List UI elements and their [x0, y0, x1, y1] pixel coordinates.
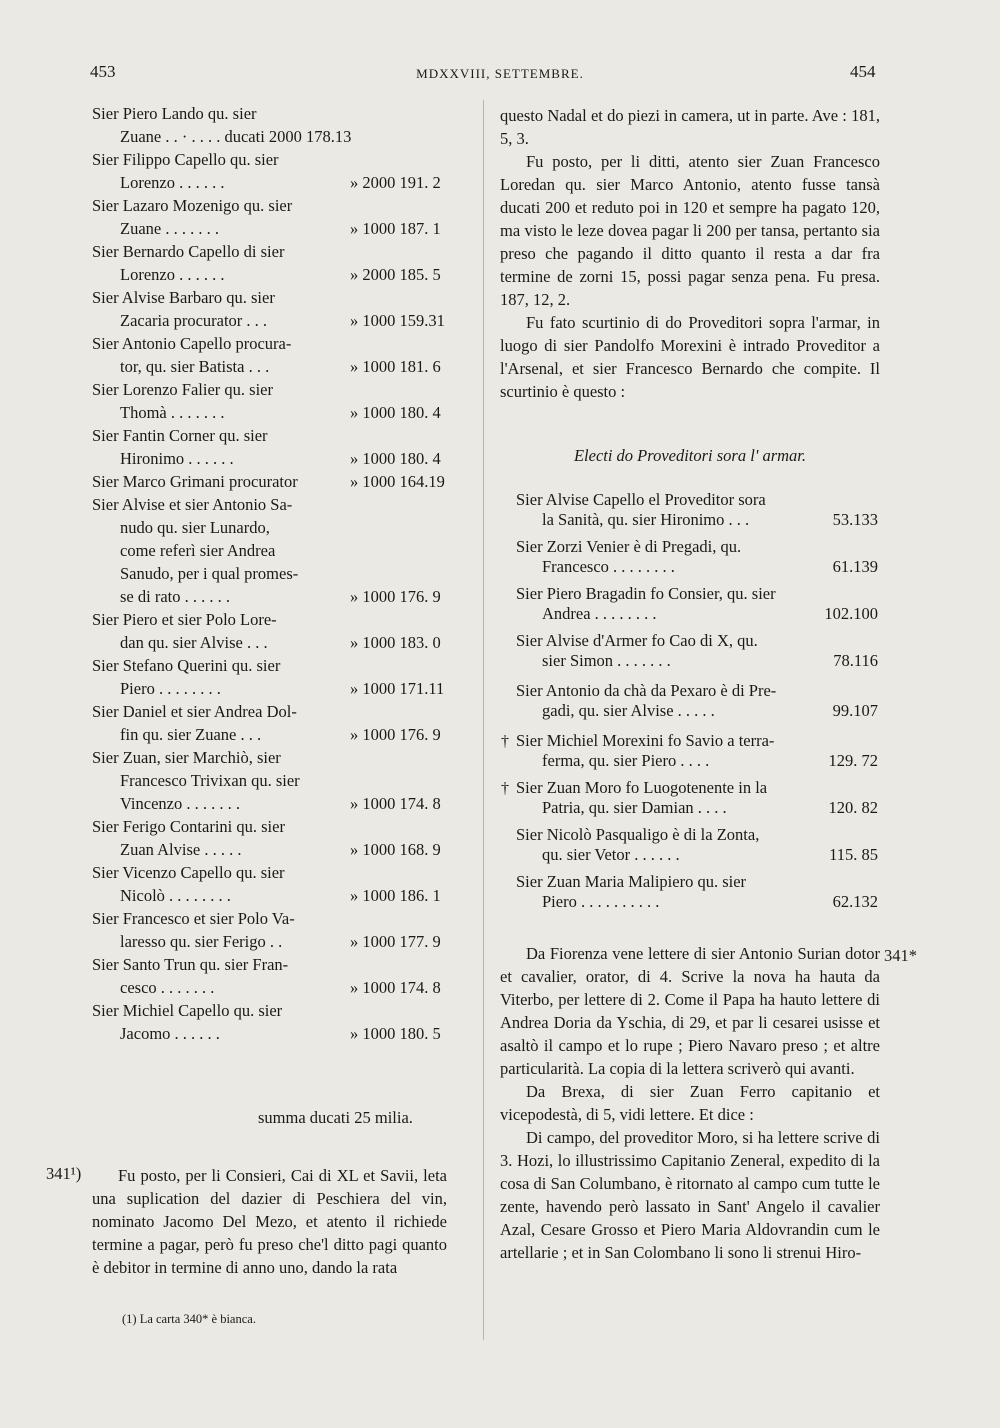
- list-item: Sier Daniel et sier Andrea Dol- fin qu. sier Zuane . . . » 1000 176. 9: [92, 702, 441, 744]
- paragraph-fiorenza: Da Fiorenza vene lettere di sier Antonio Surian dotor et cavalier, orator, di 4. Scrive la nova ha hauta da Viterbo, per lettere di 2. Come il Papa ha hauto lettere di Andrea Doria da Yschia, di 29, et par li cesarei usisse et asaltò il campo et lo rupe ; Piero Navaro preso ; et altre particularità. La copia di la lettera scriverò qui avanti.: [500, 944, 880, 1078]
- dagger-mark: †: [501, 733, 509, 750]
- summa-total: summa ducati 25 milia.: [258, 1108, 413, 1127]
- page-number-right: 454: [850, 62, 876, 81]
- paragraph-campo: Di campo, del proveditor Moro, si ha lettere scrive di 3. Hozi, lo illustrissimo Capitanio Zeneral, expedito di la cosa di San Columbano, è ritornato al campo cum tutte le zente, havendo però lassato in Sant' Angelo il cavalier Azal, Cesare Grosso et Piero Maria Aldovrandin cum le artellarie ; et in San Colombano li sono li strenui Hiro-: [500, 1128, 880, 1262]
- paragraph-scurtinio: Fu fato scurtinio di do Proveditori sopra l'armar, in luogo di sier Pandolfo Morexini è intrado Proveditor a l'Arsenal, et sier Francesco Bernardo che compite. Il scurtinio è questo :: [500, 313, 880, 401]
- list-item: Sier Bernardo Capello di sier Lorenzo . . . . . . » 2000 185. 5: [92, 242, 441, 284]
- list-item: Sier Michiel Capello qu. sier Jacomo . . . . . . » 1000 180. 5: [92, 1001, 441, 1043]
- paragraph-suplication: Fu posto, per li Consieri, Cai di XL et Savii, leta una suplication del dazier di Peschiera del vin, nominato Jacomo Del Mezo, et atento il richiede termine a pagar, però fu preso che'l ditto pagi quanto è debitor in termine di anno uno, dando la rata: [92, 1166, 447, 1277]
- list-item: Sier Alvise Capello el Proveditor sora la Sanità, qu. sier Hironimo . . . 53.133: [516, 490, 878, 529]
- list-item: Sier Alvise Barbaro qu. sier Zacaria procurator . . . » 1000 159.31: [92, 288, 445, 330]
- list-item: Sier Santo Trun qu. sier Fran- cesco . . . . . . . » 1000 174. 8: [92, 955, 441, 997]
- list-item: Sier Fantin Corner qu. sier Hironimo . . . . . . » 1000 180. 4: [92, 426, 441, 468]
- list-item: Sier Piero Lando qu. sier Zuane . . · . . . . ducati 2000 178.13: [92, 104, 352, 146]
- list-item: Sier Filippo Capello qu. sier Lorenzo . . . . . . » 2000 191. 2: [92, 150, 441, 192]
- margin-note-right: 341*: [884, 946, 917, 965]
- list-item: Sier Alvise et sier Antonio Sa- nudo qu. sier Lunardo, come referì sier Andrea Sanudo, per i qual promes- se di rato . . . . . . » 1000 176. 9: [92, 495, 441, 606]
- list-item: Sier Francesco et sier Polo Va- laresso qu. sier Ferigo . . » 1000 177. 9: [92, 909, 441, 951]
- list-item: Sier Zuan Maria Malipiero qu. sier Piero . . . . . . . . . . 62.132: [516, 872, 878, 911]
- list-item: Sier Piero et sier Polo Lore- dan qu. sier Alvise . . . » 1000 183. 0: [92, 610, 441, 652]
- list-item: Sier Piero Bragadin fo Consier, qu. sier Andrea . . . . . . . . 102.100: [516, 584, 878, 623]
- list-item: Sier Antonio Capello procura- tor, qu. sier Batista . . . » 1000 181. 6: [92, 334, 441, 376]
- list-item: Sier Antonio da chà da Pexaro è di Pre- gadi, qu. sier Alvise . . . . . 99.107: [516, 681, 878, 720]
- right-paragraphs-lower: [500, 942, 880, 1264]
- list-item: Sier Nicolò Pasqualigo è di la Zonta, qu. sier Vetor . . . . . . 115. 85: [516, 825, 878, 864]
- list-item: Sier Ferigo Contarini qu. sier Zuan Alvise . . . . . » 1000 168. 9: [92, 817, 441, 859]
- running-header: MDXXVIII, SETTEMBRE.: [416, 66, 584, 81]
- dagger-mark: †: [501, 780, 509, 797]
- electi-title: Electi do Proveditori sora l' armar.: [573, 446, 807, 465]
- list-item: Sier Michiel Morexini fo Savio a terra- ferma, qu. sier Piero . . . . 129. 72: [516, 731, 878, 770]
- list-item: Sier Zuan, sier Marchiò, sier Francesco Trivixan qu. sier Vincenzo . . . . . . . » 1000 174. 8: [92, 748, 441, 813]
- page-number-left: 453: [90, 62, 116, 81]
- right-paragraphs: [500, 104, 880, 403]
- margin-note-left: 341¹): [46, 1164, 82, 1183]
- list-item: Sier Alvise d'Armer fo Cao di X, qu. sier Simon . . . . . . . 78.116: [516, 631, 878, 670]
- list-item: Sier Zorzi Venier è di Pregadi, qu. Francesco . . . . . . . . 61.139: [516, 537, 878, 576]
- paragraph-continuation: questo Nadal et do piezi in camera, ut in parte. Ave : 181, 5, 3.: [500, 106, 880, 148]
- list-item: Sier Zuan Moro fo Luogotenente in la Patria, qu. sier Damian . . . . 120. 82: [516, 778, 878, 817]
- paragraph-loredan: Fu posto, per li ditti, atento sier Zuan Francesco Loredan qu. sier Marco Antonio, atento fusse tansà ducati 200 et reduto poi in 120 et sempre ha pagato 120, ma visto le leze dovea pagar li 200 per tansa, pertanto sia preso che pagando il ditto quanto il resta a dar fra termine de zorni 15, possi pagar senza pena. Fu presa. 187, 12, 2.: [500, 152, 880, 309]
- footnote: (1) La carta 340* è bianca.: [122, 1312, 256, 1326]
- list-item: Sier Marco Grimani procurator » 1000 164.19: [92, 472, 445, 491]
- ducati-list: [92, 104, 472, 1047]
- paragraph-brexa: Da Brexa, di sier Zuan Ferro capitanio et vicepodestà, di 5, vidi lettere. Et dice :: [500, 1082, 880, 1124]
- list-item: Sier Vicenzo Capello qu. sier Nicolò . . . . . . . . » 1000 186. 1: [92, 863, 441, 905]
- list-item: Sier Stefano Querini qu. sier Piero . . . . . . . . » 1000 171.11: [92, 656, 445, 698]
- column-divider: [483, 100, 484, 1340]
- list-item: Sier Lazaro Mozenigo qu. sier Zuane . . . . . . . » 1000 187. 1: [92, 196, 441, 238]
- list-item: Sier Lorenzo Falier qu. sier Thomà . . . . . . . » 1000 180. 4: [92, 380, 441, 422]
